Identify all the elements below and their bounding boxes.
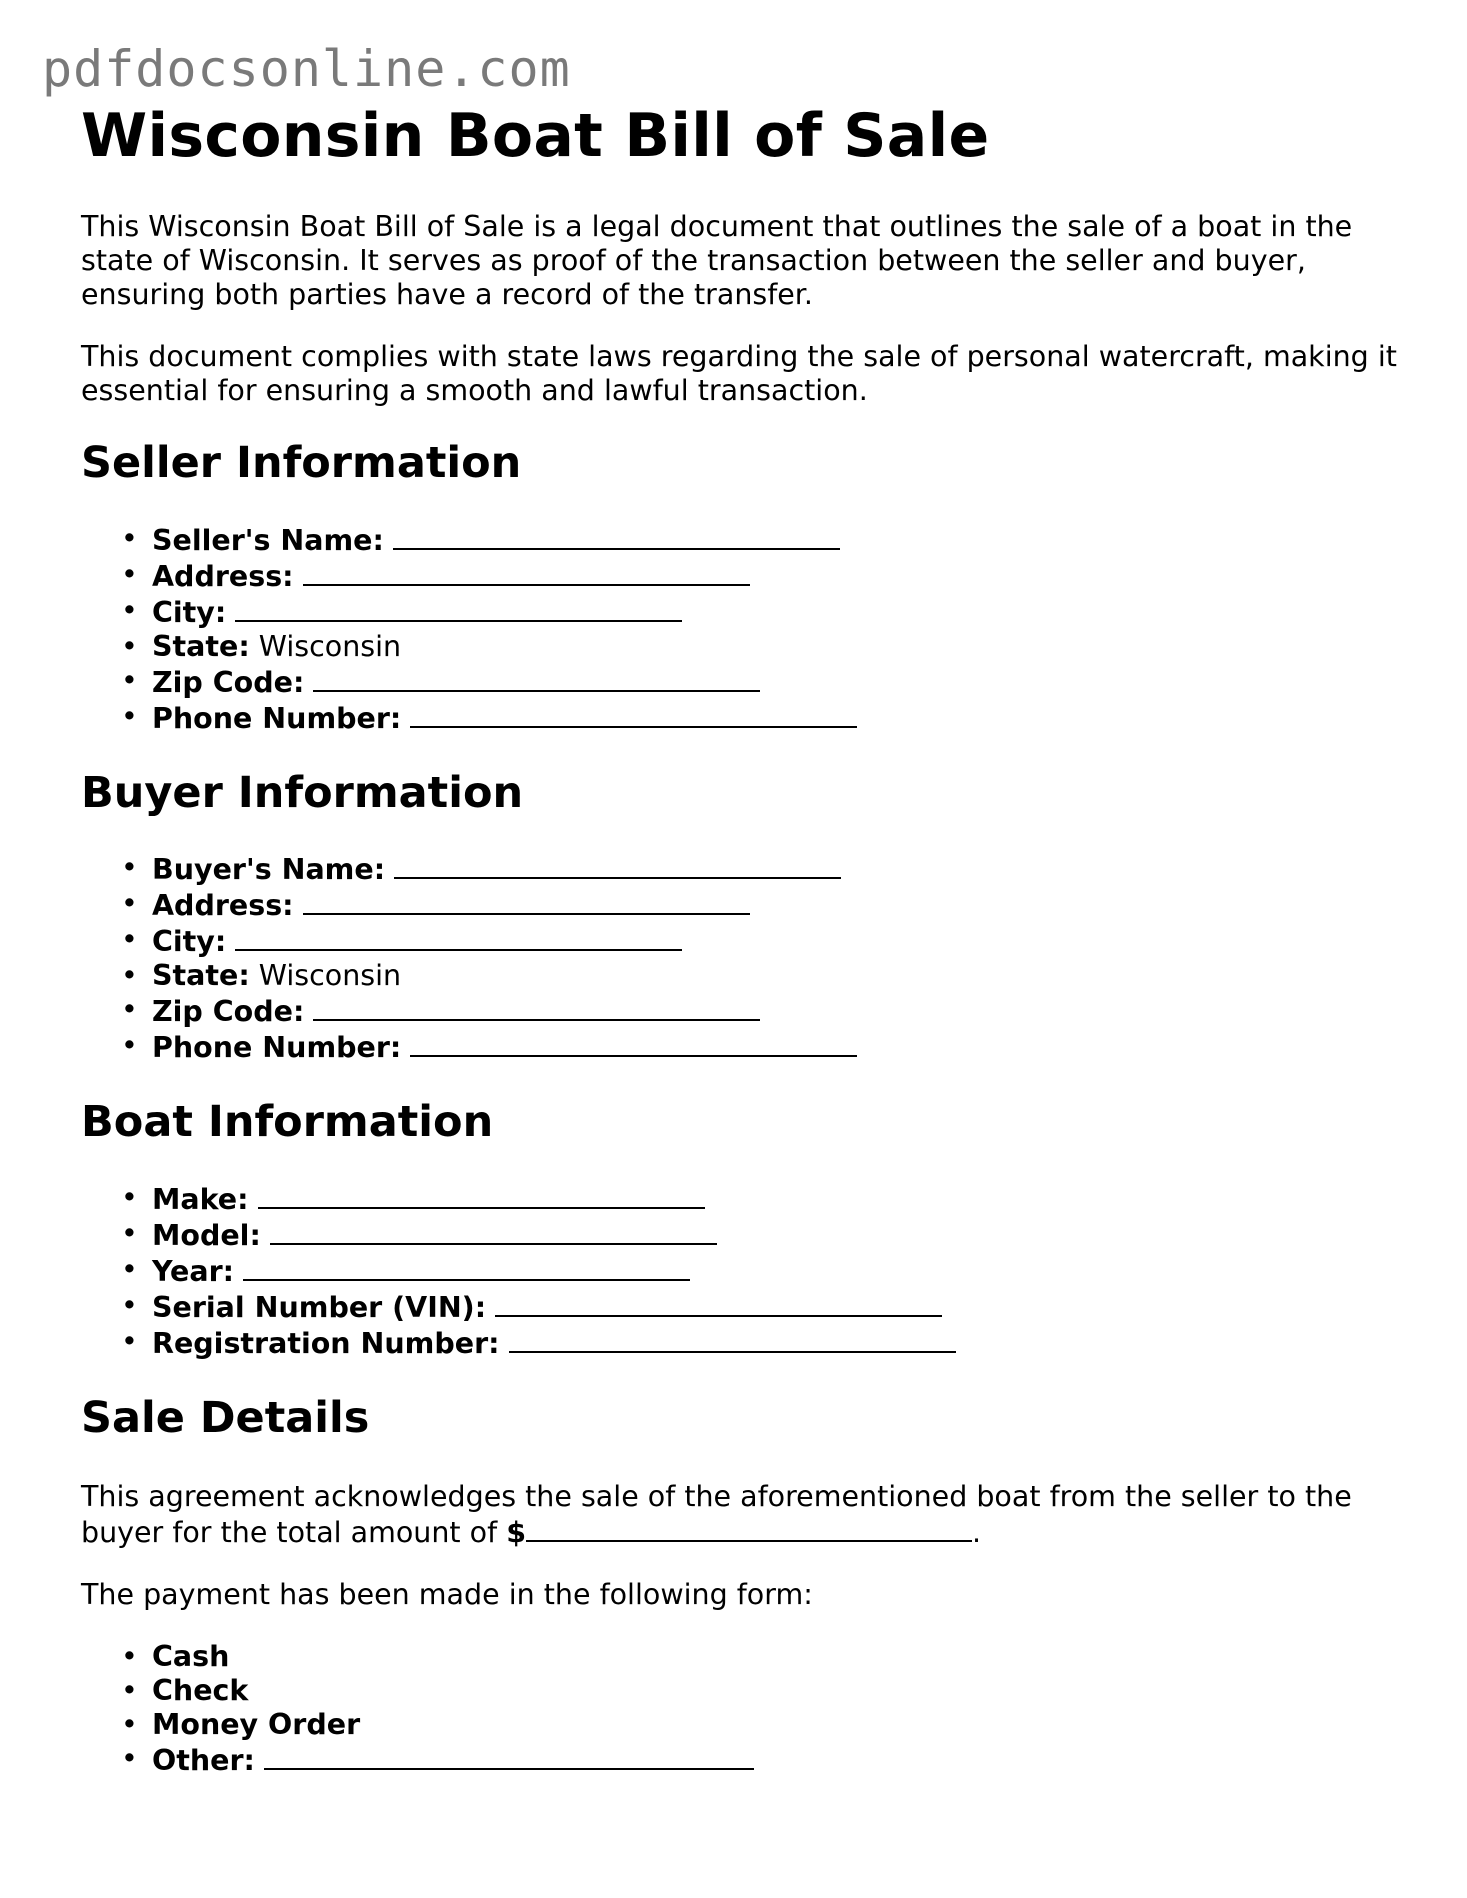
- watermark: pdfdocsonline.com: [42, 40, 571, 98]
- seller-zip-blank[interactable]: [313, 664, 760, 692]
- buyer-zip-item: [81, 993, 1401, 1029]
- buyer-fields: [81, 851, 1401, 1065]
- bullet-icon: •: [121, 993, 138, 1027]
- bullet-icon: •: [121, 1742, 138, 1776]
- boat-model-label: Model:: [152, 1218, 261, 1252]
- boat-serial-label: Serial Number (VIN):: [152, 1290, 487, 1324]
- intro-paragraph-1: This Wisconsin Boat Bill of Sale is a legal document that outlines the sale of a boat in the state of Wisconsin. It serves as proof of the transaction between the seller and buyer, ensuring both parties have a record of the transfer.: [81, 210, 1353, 311]
- seller-address-item: [81, 558, 1401, 594]
- buyer-zip-blank[interactable]: [313, 993, 760, 1021]
- boat-make-label: Make:: [152, 1182, 249, 1216]
- seller-heading: Seller Information: [81, 438, 522, 488]
- boat-serial-item: [81, 1289, 1401, 1325]
- payment-options: [81, 1640, 1401, 1778]
- buyer-state-value: Wisconsin: [258, 959, 402, 993]
- buyer-heading: Buyer Information: [81, 767, 524, 818]
- seller-city-item: [81, 594, 1401, 630]
- seller-phone-label: Phone Number:: [152, 701, 402, 735]
- payment-other-label: Other:: [152, 1744, 255, 1778]
- boat-year-blank[interactable]: [243, 1253, 690, 1281]
- bullet-icon: •: [121, 1180, 138, 1214]
- seller-state-label: State:: [152, 629, 250, 663]
- buyer-city-item: [81, 923, 1401, 959]
- currency-symbol: $: [506, 1516, 527, 1550]
- bullet-icon: •: [121, 557, 138, 591]
- bullet-icon: •: [121, 1324, 138, 1358]
- boat-fields: [81, 1181, 1401, 1361]
- seller-address-label: Address:: [152, 559, 294, 593]
- document-page: [81, 100, 1401, 1778]
- sale-heading: Sale Details: [81, 1392, 370, 1443]
- boat-serial-blank[interactable]: [495, 1289, 942, 1317]
- boat-model-blank[interactable]: [270, 1217, 717, 1245]
- buyer-city-label: City:: [152, 925, 227, 959]
- boat-make-blank[interactable]: [258, 1181, 705, 1209]
- payment-option-label: Check: [152, 1674, 249, 1708]
- buyer-zip-label: Zip Code:: [152, 995, 305, 1029]
- buyer-address-label: Address:: [152, 889, 294, 923]
- bullet-icon: •: [121, 887, 138, 921]
- boat-registration-label: Registration Number:: [152, 1326, 500, 1360]
- seller-name-label: Seller's Name:: [152, 523, 384, 557]
- bullet-icon: •: [121, 1029, 138, 1063]
- buyer-phone-label: Phone Number:: [152, 1031, 402, 1065]
- seller-zip-item: [81, 664, 1401, 700]
- payment-option-label: Money Order: [152, 1708, 361, 1742]
- sale-amount-period: .: [972, 1516, 982, 1550]
- bullet-icon: •: [121, 663, 138, 697]
- buyer-city-blank[interactable]: [235, 923, 682, 951]
- buyer-state-item: [81, 959, 1401, 993]
- seller-state-item: [81, 630, 1401, 664]
- buyer-name-label: Buyer's Name:: [152, 853, 386, 887]
- seller-state-value: Wisconsin: [258, 629, 402, 663]
- payment-option-other: [81, 1742, 1401, 1778]
- buyer-name-blank[interactable]: [394, 851, 841, 879]
- seller-phone-blank[interactable]: [410, 700, 857, 728]
- bullet-icon: •: [121, 959, 138, 993]
- payment-other-blank[interactable]: [264, 1742, 754, 1770]
- bullet-icon: •: [121, 851, 138, 885]
- payment-intro: The payment has been made in the following form:: [81, 1578, 813, 1612]
- boat-year-item: [81, 1253, 1401, 1289]
- boat-registration-item: [81, 1325, 1401, 1361]
- bullet-icon: •: [121, 1288, 138, 1322]
- document-title: Wisconsin Boat Bill of Sale: [81, 101, 990, 171]
- bullet-icon: •: [121, 923, 138, 957]
- buyer-address-item: [81, 887, 1401, 923]
- payment-option-check: [81, 1674, 1401, 1708]
- intro-paragraph-2: This document complies with state laws regarding the sale of personal watercraft, making it essential for ensuring a smooth and lawful transaction.: [81, 340, 1397, 407]
- boat-year-label: Year:: [152, 1254, 235, 1288]
- boat-make-item: [81, 1181, 1401, 1217]
- seller-name-item: [81, 522, 1401, 558]
- boat-model-item: [81, 1217, 1401, 1253]
- boat-heading: Boat Information: [81, 1097, 494, 1148]
- sale-amount-blank[interactable]: [526, 1514, 972, 1542]
- bullet-icon: •: [121, 1216, 138, 1250]
- payment-option-money-order: [81, 1708, 1401, 1742]
- sale-agreement-paragraph: [81, 1480, 1401, 1550]
- bullet-icon: •: [121, 1252, 138, 1286]
- buyer-phone-item: [81, 1029, 1401, 1065]
- bullet-icon: •: [121, 629, 138, 663]
- bullet-icon: •: [121, 521, 138, 555]
- seller-city-blank[interactable]: [235, 594, 682, 622]
- seller-phone-item: [81, 700, 1401, 736]
- bullet-icon: •: [121, 593, 138, 627]
- seller-zip-label: Zip Code:: [152, 665, 305, 699]
- buyer-state-label: State:: [152, 959, 250, 993]
- buyer-phone-blank[interactable]: [410, 1029, 857, 1057]
- bullet-icon: •: [121, 699, 138, 733]
- payment-option-cash: [81, 1640, 1401, 1674]
- seller-name-blank[interactable]: [393, 522, 840, 550]
- bullet-icon: •: [121, 1674, 138, 1708]
- bullet-icon: •: [121, 1708, 138, 1742]
- sale-agreement-text: This agreement acknowledges the sale of the aforementioned boat from the seller to the buyer for the total amount of: [81, 1480, 1352, 1550]
- boat-registration-blank[interactable]: [509, 1325, 956, 1353]
- bullet-icon: •: [121, 1640, 138, 1674]
- seller-fields: [81, 522, 1401, 736]
- buyer-name-item: [81, 851, 1401, 887]
- seller-address-blank[interactable]: [303, 558, 750, 586]
- payment-option-label: Cash: [152, 1640, 230, 1674]
- seller-city-label: City:: [152, 595, 227, 629]
- buyer-address-blank[interactable]: [303, 887, 750, 915]
